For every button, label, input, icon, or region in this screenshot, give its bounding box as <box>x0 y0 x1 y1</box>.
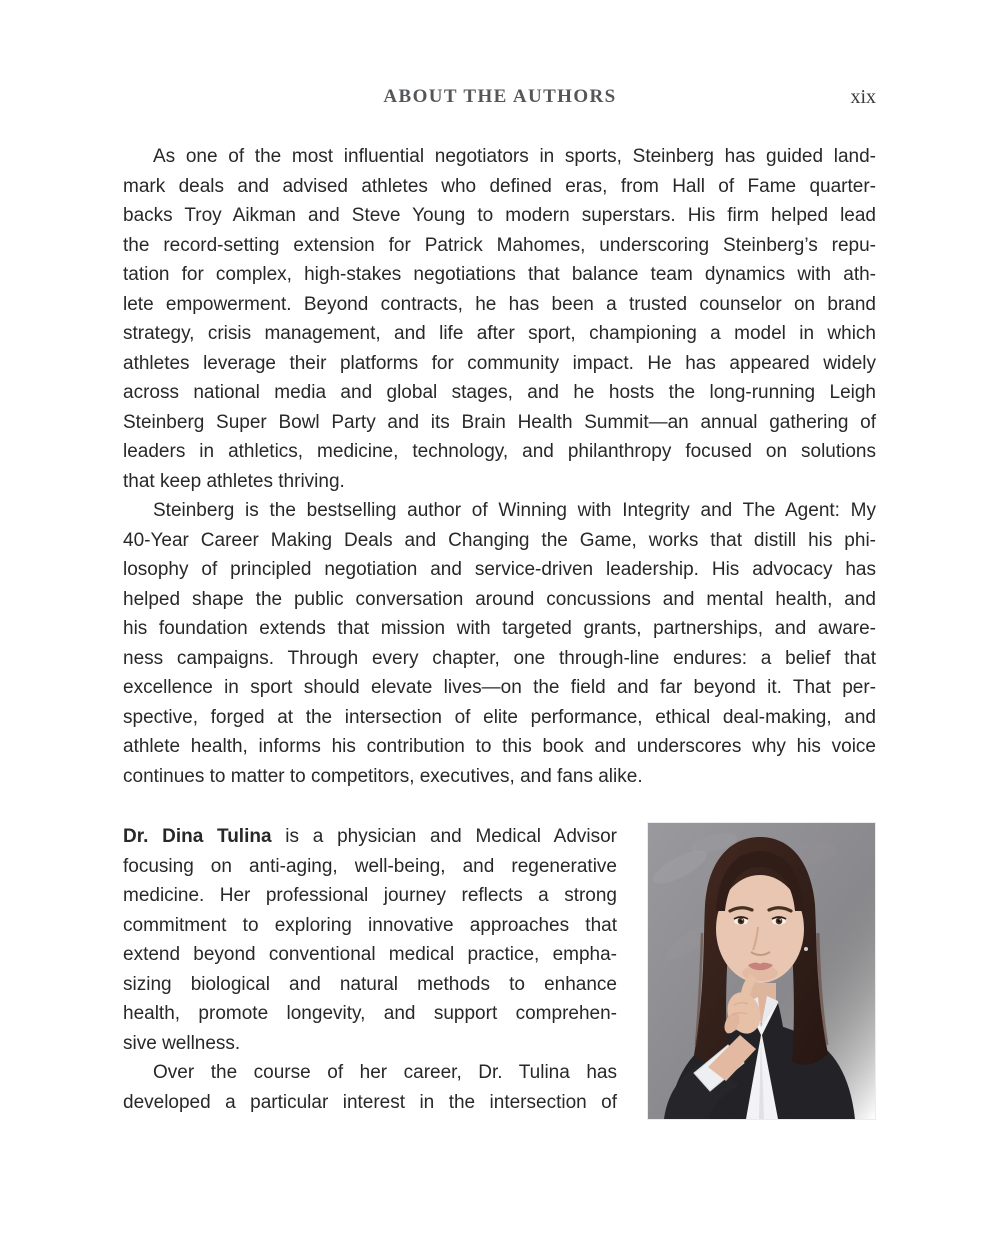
author-photo-illustration <box>648 823 875 1119</box>
text-line: commitment to exploring innovative approaches that <box>123 914 617 936</box>
text-line: developed a particular interest in the intersection of <box>123 1091 617 1113</box>
text-line: Steinberg is the bestselling author of Winning with Integrity and The Agent: My <box>153 500 876 521</box>
text-line: extend beyond conventional medical practice, empha- <box>123 944 617 965</box>
text-line: continues to matter to competitors, executives, and fans alike. <box>123 765 643 787</box>
tulina-bio-text-column <box>123 822 617 1117</box>
text-line: lete empowerment. Beyond contracts, he has been a trusted counselor on brand <box>123 293 876 315</box>
text-line: spective, forged at the intersection of elite performance, ethical deal-making, and <box>123 706 876 728</box>
text-line: helped shape the public conversation around concussions and mental health, and <box>123 588 876 610</box>
text-line: that keep athletes thriving. <box>123 470 345 492</box>
text-line: excellence in sport should elevate lives—on the field and far beyond it. That per- <box>123 677 876 698</box>
paragraph-tulina-1 <box>123 822 617 1058</box>
steinberg-bio <box>123 142 876 791</box>
text-line: Dr. Dina Tulina is a physician and Medical Advisor <box>123 826 617 847</box>
text-line: As one of the most influential negotiators in sports, Steinberg has guided land- <box>153 146 876 167</box>
text-line: backs Troy Aikman and Steve Young to modern superstars. His firm helped lead <box>123 205 876 226</box>
paragraph-steinberg-2 <box>123 496 876 791</box>
text-line: leaders in athletics, medicine, technology, and philanthropy focused on solutions <box>123 441 876 462</box>
text-line: medicine. Her professional journey reflects a strong <box>123 885 617 906</box>
page-header-title: ABOUT THE AUTHORS <box>383 86 617 107</box>
text-line: 40-Year Career Making Deals and Changing the Game, works that distill his phi- <box>123 529 876 551</box>
author-photo <box>648 823 875 1119</box>
text-line: across national media and global stages, and he hosts the long-running Leigh <box>123 382 876 403</box>
tulina-bio-section <box>123 822 876 1117</box>
text-line: athlete health, informs his contribution to this book and underscores why his voice <box>123 736 876 757</box>
text-line: focusing on anti-aging, well-being, and regenerative <box>123 855 617 877</box>
paragraph-steinberg-1 <box>123 142 876 496</box>
text-line: losophy of principled negotiation and service-driven leadership. His advocacy has <box>123 559 876 580</box>
text-line: tation for complex, high-stakes negotiations that balance team dynamics with ath- <box>123 264 876 285</box>
text-line: athletes leverage their platforms for community impact. He has appeared widely <box>123 352 876 374</box>
text-line: the record-setting extension for Patrick Mahomes, underscoring Steinberg’s repu- <box>123 234 876 256</box>
text-line: health, promote longevity, and support comprehen- <box>123 1003 617 1024</box>
text-line: ness campaigns. Through every chapter, one through-line endures: a belief that <box>123 647 876 669</box>
text-line: his foundation extends that mission with targeted grants, partnerships, and aware- <box>123 618 876 639</box>
text-line: strategy, crisis management, and life after sport, championing a model in which <box>123 323 876 344</box>
page-number: xix <box>850 86 876 108</box>
text-line: sive wellness. <box>123 1032 241 1054</box>
paragraph-tulina-2 <box>123 1058 617 1117</box>
text-line: mark deals and advised athletes who defined eras, from Hall of Fame quarter- <box>123 175 876 197</box>
text-line: Over the course of her career, Dr. Tulina has <box>153 1062 617 1083</box>
text-line: sizing biological and natural methods to enhance <box>123 973 617 995</box>
text-line: Steinberg Super Bowl Party and its Brain Health Summit—an annual gathering of <box>123 411 876 433</box>
